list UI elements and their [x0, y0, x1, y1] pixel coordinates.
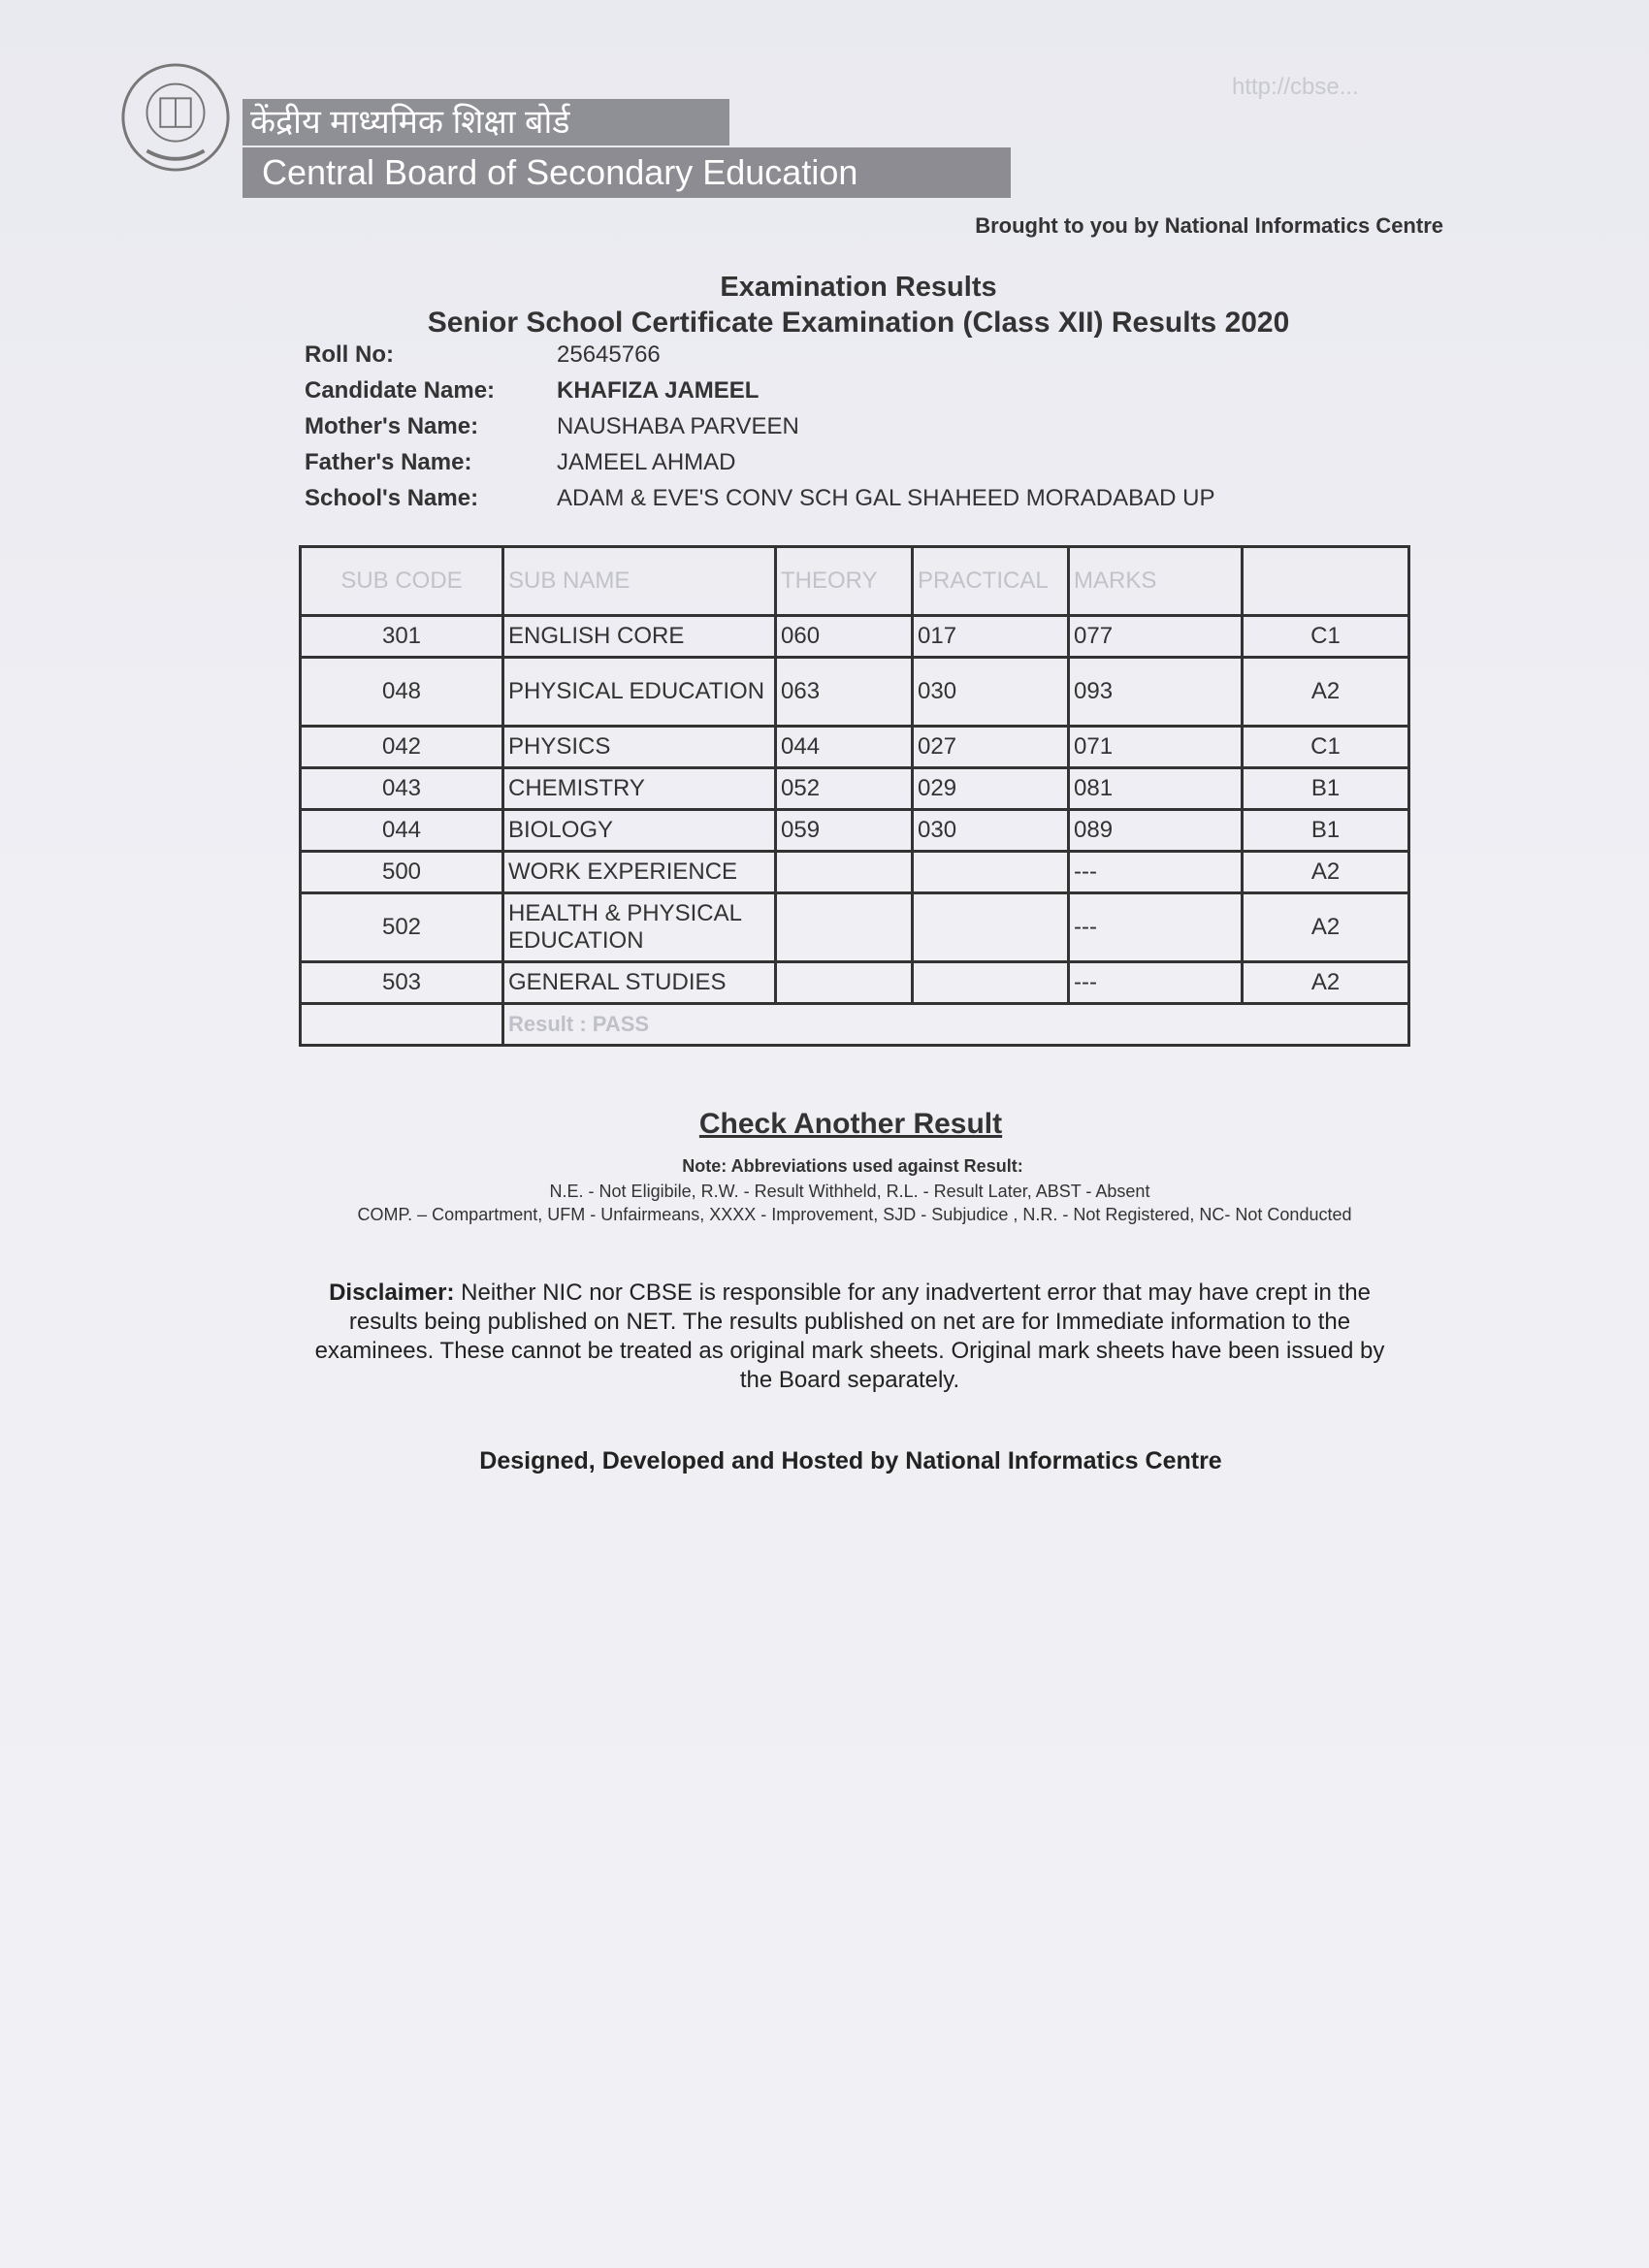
theory-cell: 060 — [776, 616, 913, 658]
roll-value: 25645766 — [557, 341, 661, 368]
table-row — [301, 962, 1409, 1004]
practical-cell: 017 — [913, 616, 1069, 658]
theory-cell: 052 — [776, 768, 913, 810]
grade-cell: A2 — [1243, 658, 1409, 727]
candidate-name-label: Candidate Name: — [305, 377, 496, 404]
father-name-row — [305, 449, 1215, 485]
sub-code-cell: 502 — [301, 893, 503, 962]
brought-by-text: Brought to you by National Informatics Centre — [975, 213, 1443, 238]
sub-name-cell: CHEMISTRY — [503, 768, 776, 810]
mother-name-value: NAUSHABA PARVEEN — [557, 413, 799, 439]
roll-label: Roll No: — [305, 341, 394, 368]
sub-code-cell: 044 — [301, 810, 503, 852]
total-cell: --- — [1069, 893, 1243, 962]
school-name-value: ADAM & EVE'S CONV SCH GAL SHAHEED MORADABAD UP — [557, 485, 1215, 511]
school-name-label: School's Name: — [305, 485, 479, 511]
sub-name-cell: GENERAL STUDIES — [503, 962, 776, 1004]
practical-cell — [913, 852, 1069, 893]
sub-name-cell: ENGLISH CORE — [503, 616, 776, 658]
result-row — [301, 1004, 1409, 1046]
candidate-info — [305, 341, 1215, 521]
faint-url: http://cbse... — [1232, 74, 1359, 100]
practical-cell: 027 — [913, 727, 1069, 768]
total-cell: --- — [1069, 962, 1243, 1004]
mother-name-row — [305, 413, 1215, 449]
table-row — [301, 658, 1409, 727]
cbse-emblem-icon — [118, 60, 233, 175]
practical-cell: 030 — [913, 658, 1069, 727]
practical-cell — [913, 893, 1069, 962]
sub-code-cell: 503 — [301, 962, 503, 1004]
grade-cell: B1 — [1243, 768, 1409, 810]
grade-cell: C1 — [1243, 616, 1409, 658]
sub-name-cell: BIOLOGY — [503, 810, 776, 852]
grade-cell: A2 — [1243, 893, 1409, 962]
roll-row — [305, 341, 1215, 377]
theory-cell — [776, 962, 913, 1004]
note-title: Note: Abbreviations used against Result: — [682, 1156, 1023, 1176]
grade-cell: C1 — [1243, 727, 1409, 768]
sub-name-cell: PHYSICAL EDUCATION — [503, 658, 776, 727]
total-cell: 089 — [1069, 810, 1243, 852]
header-sub-name: SUB NAME — [503, 547, 776, 616]
sub-name-cell: WORK EXPERIENCE — [503, 852, 776, 893]
table-row — [301, 768, 1409, 810]
practical-cell — [913, 962, 1069, 1004]
board-title-english: Central Board of Secondary Education — [242, 147, 1011, 198]
grade-cell: B1 — [1243, 810, 1409, 852]
theory-cell: 063 — [776, 658, 913, 727]
exam-subtitle: Senior School Certificate Examination (Class XII) Results 2020 — [427, 307, 1290, 339]
school-name-row — [305, 485, 1215, 521]
table-row — [301, 852, 1409, 893]
sub-code-cell: 301 — [301, 616, 503, 658]
board-title-hindi: केंद्रीय माध्यमिक शिक्षा बोर्ड — [242, 99, 729, 146]
total-cell: --- — [1069, 852, 1243, 893]
header-theory: THEORY — [776, 547, 913, 616]
table-header-row — [301, 547, 1409, 616]
table-row — [301, 893, 1409, 962]
check-another-result-link[interactable]: Check Another Result — [698, 1108, 1003, 1140]
sub-code-cell: 043 — [301, 768, 503, 810]
note-line-1: N.E. - Not Eligibile, R.W. - Result Withheld, R.L. - Result Later, ABST - Absent — [549, 1182, 1150, 1201]
candidate-name-value: KHAFIZA JAMEEL — [557, 377, 760, 404]
total-cell: 077 — [1069, 616, 1243, 658]
exam-title: Examination Results — [720, 272, 997, 303]
table-row — [301, 810, 1409, 852]
header-marks: MARKS — [1069, 547, 1243, 616]
practical-cell: 029 — [913, 768, 1069, 810]
sub-code-cell: 500 — [301, 852, 503, 893]
disclaimer-label: Disclaimer: — [329, 1280, 455, 1306]
sub-code-cell: 048 — [301, 658, 503, 727]
sub-name-cell: HEALTH & PHYSICAL EDUCATION — [503, 893, 776, 962]
result-status: Result : PASS — [503, 1004, 1409, 1046]
father-name-value: JAMEEL AHMAD — [557, 449, 736, 475]
total-cell: 071 — [1069, 727, 1243, 768]
disclaimer — [297, 1279, 1403, 1395]
result-empty-cell — [301, 1004, 503, 1046]
header-grade — [1243, 547, 1409, 616]
total-cell: 081 — [1069, 768, 1243, 810]
header-sub-code: SUB CODE — [301, 547, 503, 616]
theory-cell: 044 — [776, 727, 913, 768]
practical-cell: 030 — [913, 810, 1069, 852]
candidate-name-row — [305, 377, 1215, 413]
grade-cell: A2 — [1243, 962, 1409, 1004]
theory-cell: 059 — [776, 810, 913, 852]
disclaimer-text: Neither NIC nor CBSE is responsible for any inadvertent error that may have crept in the results being published on NET. The results published on net are for Immediate information to the examinees. These cannot be treated as original mark sheets. Original mark sheets have been issued by the Board separately. — [314, 1280, 1385, 1393]
table-row — [301, 616, 1409, 658]
results-table — [299, 545, 1410, 1047]
theory-cell — [776, 893, 913, 962]
total-cell: 093 — [1069, 658, 1243, 727]
theory-cell — [776, 852, 913, 893]
grade-cell: A2 — [1243, 852, 1409, 893]
header-practical: PRACTICAL — [913, 547, 1069, 616]
mother-name-label: Mother's Name: — [305, 413, 479, 439]
father-name-label: Father's Name: — [305, 449, 472, 475]
sub-code-cell: 042 — [301, 727, 503, 768]
table-row — [301, 727, 1409, 768]
designed-by-text: Designed, Developed and Hosted by National Informatics Centre — [479, 1447, 1222, 1474]
note-line-2: COMP. – Compartment, UFM - Unfairmeans, XXXX - Improvement, SJD - Subjudice , N.R. - Not Registered, NC- Not Conducted — [357, 1205, 1352, 1224]
sub-name-cell: PHYSICS — [503, 727, 776, 768]
